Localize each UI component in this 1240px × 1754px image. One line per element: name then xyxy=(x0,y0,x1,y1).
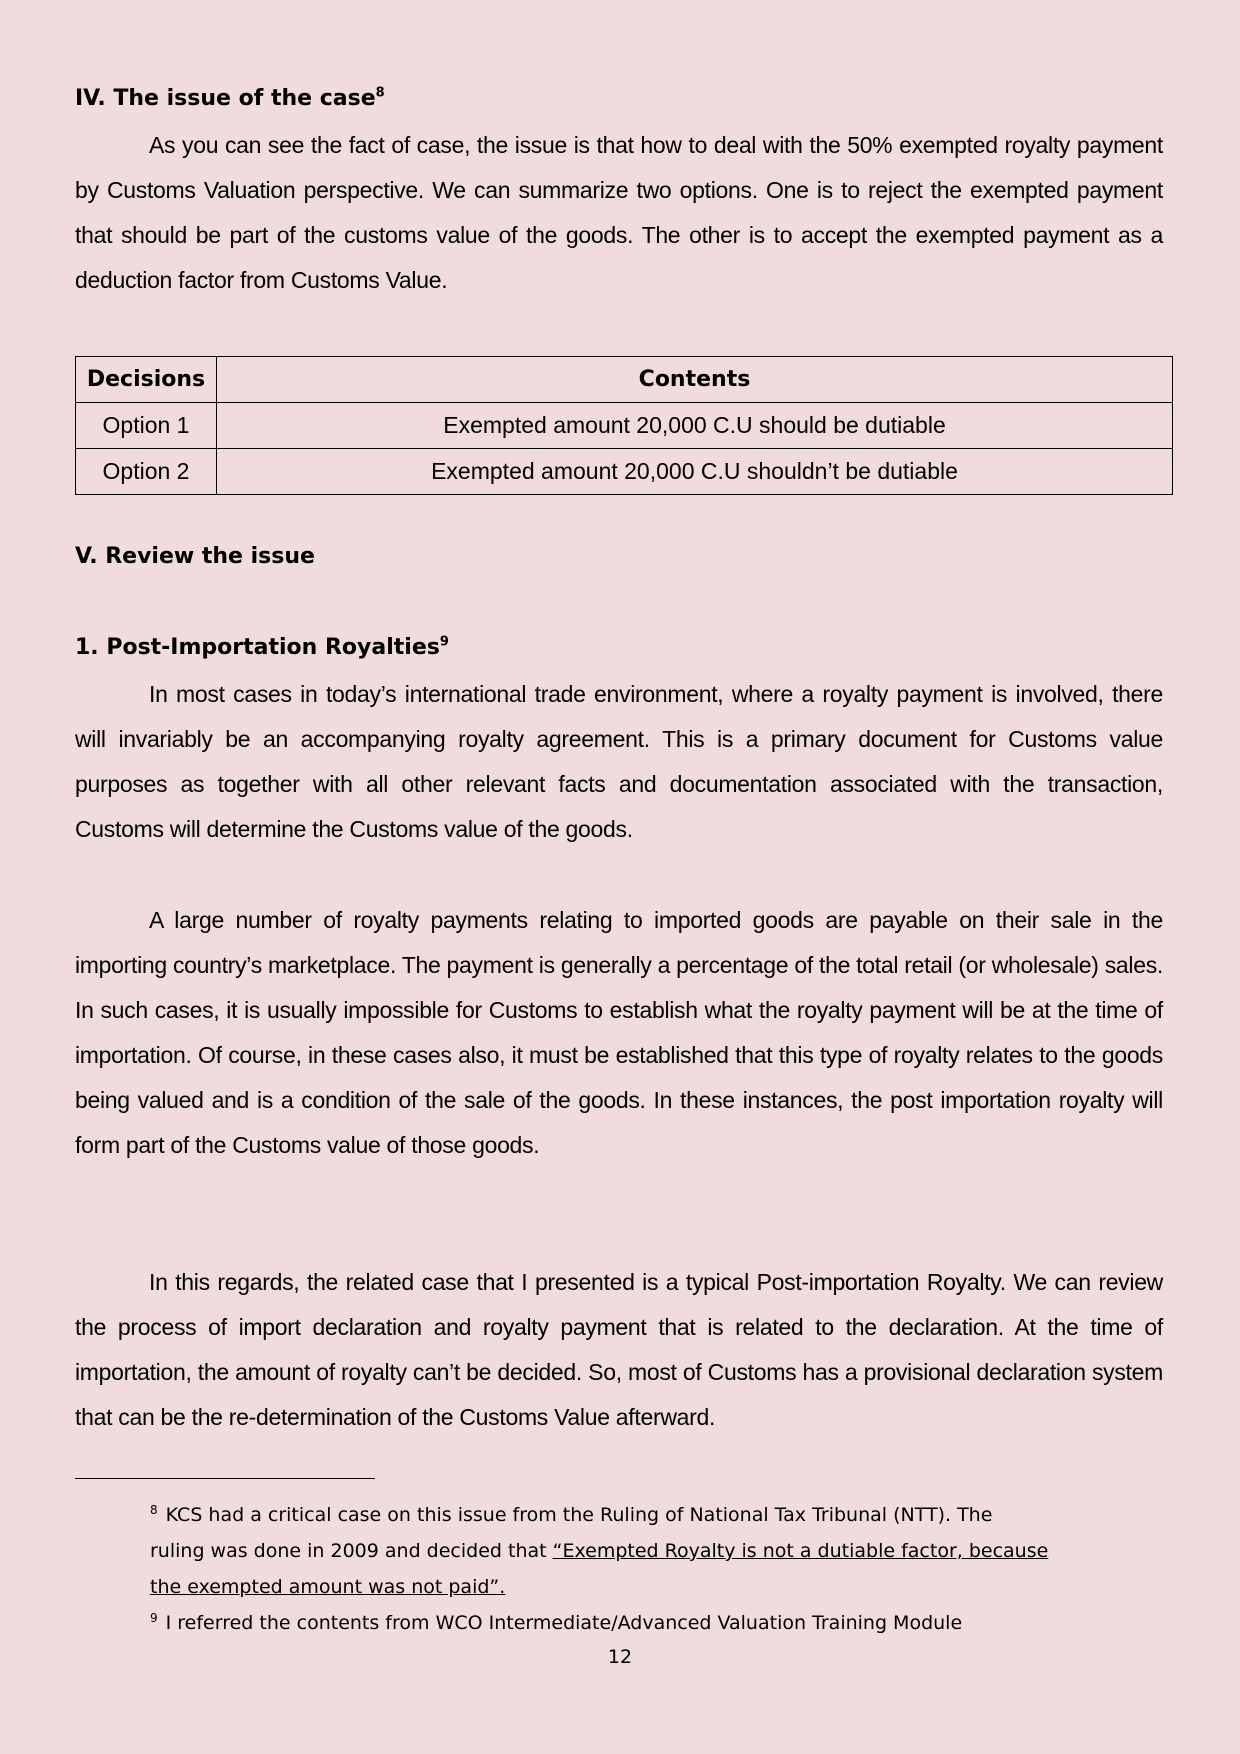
table-row xyxy=(76,403,1173,449)
footnote-ref-8[interactable]: 8 xyxy=(375,85,385,101)
table-cell-content: Exempted amount 20,000 C.U shouldn’t be dutiable xyxy=(217,449,1173,495)
table-header-decisions: Decisions xyxy=(76,357,217,403)
subsection-1-heading-text: 1. Post-Importation Royalties xyxy=(75,635,440,660)
section-iv-heading xyxy=(75,86,385,111)
footnote-divider xyxy=(75,1478,375,1479)
subsection-1-paragraph-2: A large number of royalty payments relating to imported goods are payable on their sale in the importing country’s marketplace. The payment is generally a percentage of the total retail (or wholesale) sales. In such cases, it is usually impossible for Customs to establish what the royalty payment will be at the time of importation. Of course, in these cases also, it must be established that this type of royalty relates to the goods being valued and is a condition of the sale of the goods. In these instances, the post importation royalty will form part of the Customs value of those goods. xyxy=(75,907,1164,1158)
section-v-heading: V. Review the issue xyxy=(75,544,315,569)
footnote-9-text: I referred the contents from WCO Intermediate/Advanced Valuation Training Module xyxy=(165,1612,963,1634)
subsection-1-heading xyxy=(75,635,449,660)
table-cell-decision: Option 2 xyxy=(76,449,217,495)
footnote-8 xyxy=(150,1497,1050,1605)
table-row xyxy=(76,449,1173,495)
table-cell-content: Exempted amount 20,000 C.U should be dutiable xyxy=(217,403,1173,449)
section-iv-paragraph: As you can see the fact of case, the issue is that how to deal with the 50% exempted royalty payment by Customs Valuation perspective. We can summarize two options. One is to reject the exempted payment that should be part of the customs value of the goods. The other is to accept the exempted payment as a deduction factor from Customs Value. xyxy=(75,132,1163,293)
table-header-contents: Contents xyxy=(217,357,1173,403)
table-cell-decision: Option 1 xyxy=(76,403,217,449)
section-iv-heading-text: IV. The issue of the case xyxy=(75,86,376,111)
footnote-8-text: KCS had a critical case on this issue from the Ruling of National Tax Tribunal (NTT). The ruling was done in 2009 and decided that xyxy=(150,1504,993,1562)
decisions-table xyxy=(75,356,1173,495)
footnote-9-number: 9 xyxy=(150,1610,158,1625)
footnote-9 xyxy=(150,1605,1050,1641)
footnote-8-number: 8 xyxy=(150,1502,158,1517)
subsection-1-paragraph-3: In this regards, the related case that I presented is a typical Post-importation Royalty. We can review the process of import declaration and royalty payment that is related to the declaration. At the time of importation, the amount of royalty can’t be decided. So, most of Customs has a provisional declaration system that can be the re-determination of the Customs Value afterward. xyxy=(75,1269,1163,1430)
subsection-1-paragraph-1: In most cases in today’s international trade environment, where a royalty payment is involved, there will invariably be an accompanying royalty agreement. This is a primary document for Customs value purposes as together with all other relevant facts and documentation associated with the transaction, Customs will determine the Customs value of the goods. xyxy=(75,681,1163,842)
table-header-row xyxy=(76,357,1173,403)
page-number: 12 xyxy=(607,1646,633,1668)
footnote-ref-9[interactable]: 9 xyxy=(439,634,449,650)
footnote-8-quote: “Exempted Royalty is not a dutiable factor, because the exempted amount was not paid”. xyxy=(150,1540,1049,1598)
